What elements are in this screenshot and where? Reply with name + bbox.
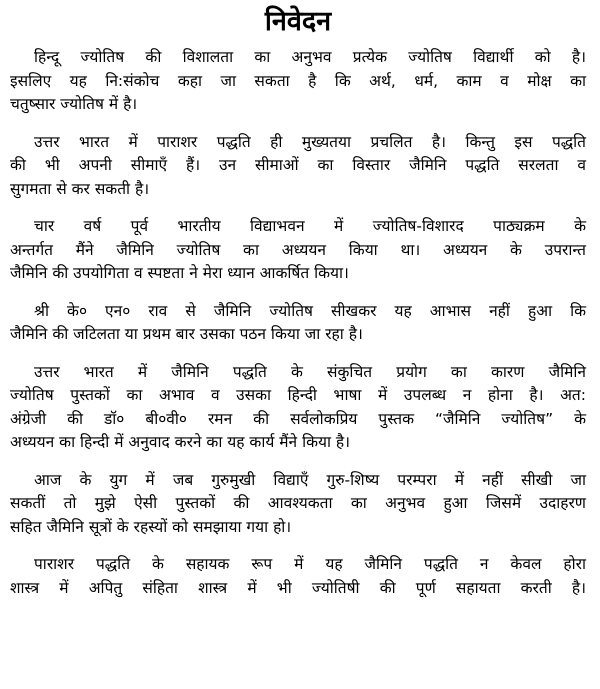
text-line: चतुष्सार ज्योतिष में है। xyxy=(10,95,138,113)
text-line: उत्तर भारत में जैमिनि पद्धति के संकुचित प्रयोग का कारण जैमिनि xyxy=(34,362,586,381)
text-line: अन्तर्गत मैंने जैमिनि ज्योतिष का अध्ययन किया था। अध्ययन के उपरान्त xyxy=(10,240,586,259)
text-line: हिन्दू ज्योतिष की विशालता का अनुभव प्रत्येक ज्योतिष विद्यार्थी को है। xyxy=(34,48,586,66)
text-line: इसलिए यह नि:संकोच कहा जा सकता है कि अर्थ, धर्म, काम व मोक्ष का xyxy=(10,71,586,90)
text-line: उत्तर भारत में पाराशर पद्धति ही मुख्यतया प्रचलित है। किन्तु इस पद्धति xyxy=(34,132,586,151)
text-line: सुगमता से कर सकती है। xyxy=(10,179,150,198)
text-line: अंग्रेजी की डॉ० बी०वी० रमन की सर्वलोकप्रिय पुस्तक “जैमिनि ज्योतिष” के xyxy=(10,409,586,428)
paragraph-3 xyxy=(10,215,586,286)
text-line: जैमिनि की जटिलता या प्रथम बार उसका पठन किया जा रहा है। xyxy=(10,325,363,343)
text-line: शास्त्र में अपितु संहिता शास्त्र में भी ज्योतिषी की पूर्ण सहायता करती है। xyxy=(10,578,586,597)
paragraph-2 xyxy=(10,131,586,202)
paragraph-4 xyxy=(10,300,586,347)
text-line: सहित जैमिनि सूत्रों के रहस्यों को समझाया गया हो। xyxy=(10,517,292,536)
text-line: चार वर्ष पूर्व भारतीय विद्याभवन में ज्योतिष-विशारद पाठ्यक्रम के xyxy=(34,217,586,235)
text-line: की भी अपनी सीमाएँ हैं। उन सीमाओं का विस्तार जैमिनि पद्धति सरलता व xyxy=(10,156,586,174)
paragraph-1 xyxy=(10,46,586,117)
page-title: निवेदन xyxy=(264,6,332,37)
text-line: पाराशर पद्धति के सहायक रूप में यह जैमिनि पद्धति न केवल होरा xyxy=(34,555,586,573)
paragraph-7 xyxy=(10,553,586,600)
text-line: सकतीं तो मुझे ऐसी पुस्तकों की आवश्यकता का अनुभव हुआ जिसमें उदाहरण xyxy=(10,494,586,512)
text-line: ज्योतिष पुस्तकों का अभाव व उसका हिन्दी भाषा में उपलब्ध न होना है। अत: xyxy=(10,386,586,404)
text-line: आज के युग में जब गुरुमुखी विद्याएँ गुरु-शिष्य परम्परा में नहीं सीखी जा xyxy=(34,470,586,489)
paragraph-6 xyxy=(10,469,586,540)
paragraph-5 xyxy=(10,361,586,455)
text-line: अध्ययन का हिन्दी में अनुवाद करने का यह कार्य मैंने किया है। xyxy=(10,433,351,451)
text-line: जैमिनि की उपयोगिता व स्पष्टता ने मेरा ध्यान आकर्षित किया। xyxy=(10,264,349,282)
text-line: श्री के० एन० राव से जैमिनि ज्योतिष सीखकर यह आभास नहीं हुआ कि xyxy=(34,301,586,320)
